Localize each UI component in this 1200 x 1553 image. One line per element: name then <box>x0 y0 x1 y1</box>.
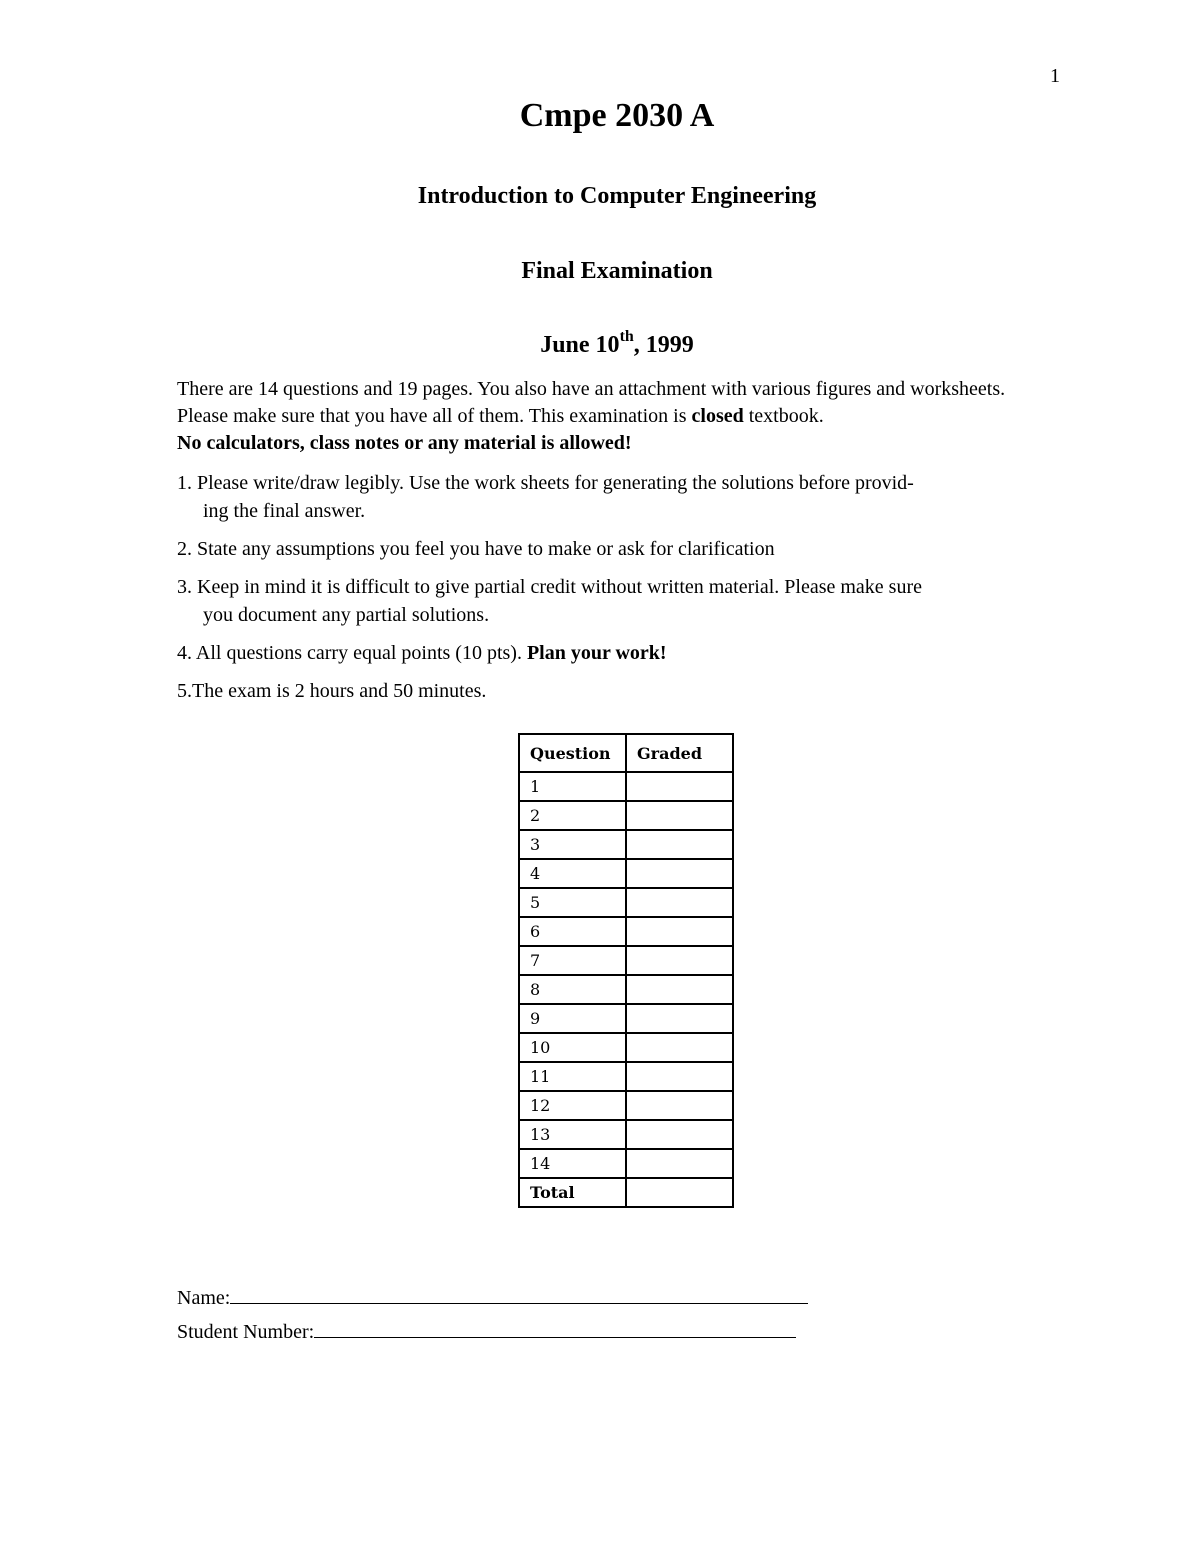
table-row <box>519 1062 733 1091</box>
graded-cell <box>626 859 733 888</box>
question-number-cell: 2 <box>519 801 626 830</box>
question-number-cell: 1 <box>519 772 626 801</box>
instruction-item-5: 5.The exam is 2 hours and 50 minutes. <box>177 680 487 702</box>
graded-cell <box>626 1062 733 1091</box>
total-label-cell: Total <box>519 1178 626 1207</box>
date-superscript: th <box>619 328 634 345</box>
instructions-list <box>177 469 1057 715</box>
intro-text-2: textbook. <box>743 405 824 427</box>
instruction-item-4 <box>177 639 1057 667</box>
graded-cell <box>626 1149 733 1178</box>
name-label: Name: <box>177 1287 231 1309</box>
instruction-1-line-1: 1. Please write/draw legibly. Use the work sheets for generating the solutions before provid- <box>177 472 914 494</box>
table-row <box>519 975 733 1004</box>
exam-date <box>0 330 1200 359</box>
table-row <box>519 888 733 917</box>
intro-bold-closed: closed <box>691 405 744 427</box>
graded-cell <box>626 888 733 917</box>
question-number-cell: 10 <box>519 1033 626 1062</box>
course-title: Cmpe 2030 A <box>519 97 715 134</box>
table-row <box>519 1033 733 1062</box>
grade-table <box>518 733 734 1208</box>
table-row <box>519 830 733 859</box>
name-blank-line[interactable] <box>230 1285 808 1304</box>
instruction-3-line-2: you document any partial solutions. <box>203 604 490 626</box>
name-field[interactable] <box>177 1285 808 1310</box>
grade-table-header-row <box>519 734 733 772</box>
table-row <box>519 917 733 946</box>
question-number-cell: 5 <box>519 888 626 917</box>
total-row <box>519 1178 733 1207</box>
instruction-item-2: 2. State any assumptions you feel you have to make or ask for clarification <box>177 538 775 560</box>
table-row <box>519 1004 733 1033</box>
instruction-4-text: 4. All questions carry equal points (10 pts). <box>177 642 527 664</box>
page-number: 1 <box>1050 65 1060 87</box>
graded-cell <box>626 1091 733 1120</box>
graded-cell <box>626 946 733 975</box>
table-row <box>519 946 733 975</box>
question-column-header: Question <box>519 734 626 772</box>
graded-column-header: Graded <box>626 734 733 772</box>
table-row <box>519 1091 733 1120</box>
instruction-4-bold: Plan your work! <box>526 642 667 664</box>
instruction-1-line-2: ing the final answer. <box>203 500 366 522</box>
graded-cell <box>626 830 733 859</box>
intro-paragraph <box>177 376 1057 457</box>
question-number-cell: 4 <box>519 859 626 888</box>
student-number-blank-line[interactable] <box>314 1319 796 1338</box>
question-number-cell: 6 <box>519 917 626 946</box>
question-number-cell: 12 <box>519 1091 626 1120</box>
graded-cell <box>626 975 733 1004</box>
graded-cell <box>626 917 733 946</box>
question-number-cell: 13 <box>519 1120 626 1149</box>
question-number-cell: 8 <box>519 975 626 1004</box>
intro-bold-warning: No calculators, class notes or any material is allowed! <box>177 432 632 454</box>
question-number-cell: 9 <box>519 1004 626 1033</box>
question-number-cell: 14 <box>519 1149 626 1178</box>
table-row <box>519 801 733 830</box>
total-graded-cell <box>626 1178 733 1207</box>
graded-cell <box>626 1033 733 1062</box>
table-row <box>519 859 733 888</box>
question-number-cell: 3 <box>519 830 626 859</box>
instruction-item-3 <box>177 573 1057 629</box>
graded-cell <box>626 1004 733 1033</box>
instruction-item-1 <box>177 469 1057 525</box>
graded-cell <box>626 1120 733 1149</box>
exam-type-heading: Final Examination <box>521 258 713 284</box>
date-suffix: , 1999 <box>633 332 694 358</box>
graded-cell <box>626 801 733 830</box>
table-row <box>519 1120 733 1149</box>
date-prefix: June 10 <box>540 332 620 358</box>
table-row <box>519 1149 733 1178</box>
table-row <box>519 772 733 801</box>
student-number-label: Student Number: <box>177 1321 315 1343</box>
question-number-cell: 7 <box>519 946 626 975</box>
course-subtitle: Introduction to Computer Engineering <box>417 183 817 209</box>
question-number-cell: 11 <box>519 1062 626 1091</box>
intro-text-1: There are 14 questions and 19 pages. You also have an attachment with various figures and worksheets. Please make sure that you have all of them. This examination is <box>177 378 1006 427</box>
instruction-3-line-1: 3. Keep in mind it is difficult to give partial credit without written material. Please make sure <box>177 576 922 598</box>
graded-cell <box>626 772 733 801</box>
student-number-field[interactable] <box>177 1319 796 1344</box>
